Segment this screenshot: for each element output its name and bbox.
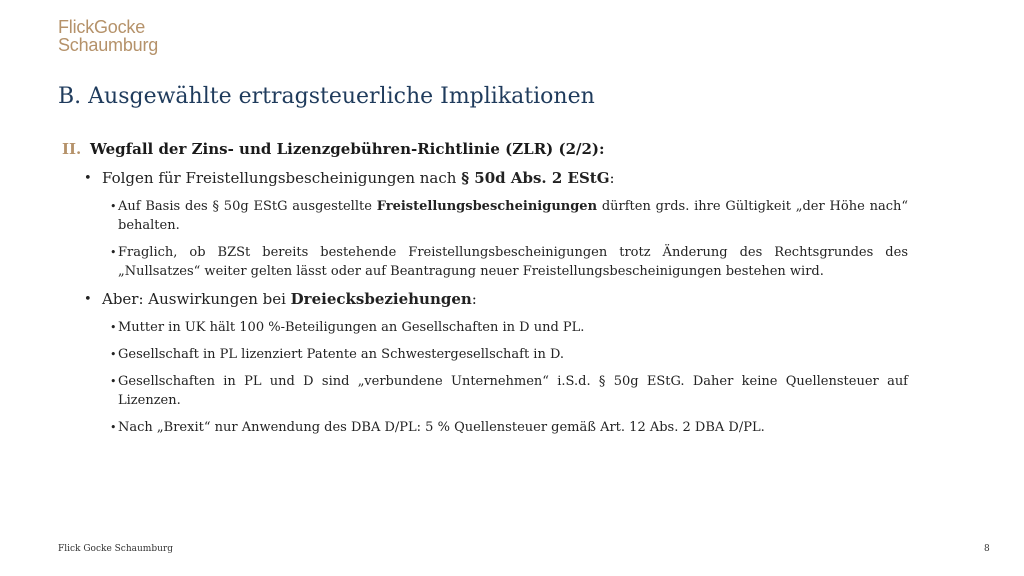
bullet-item (62, 289, 908, 310)
page-number: 8 (984, 544, 990, 554)
sub-bullet-text-suffix: dürften grds. ihre Gültigkeit „der Höhe nach“ behalten. (118, 199, 908, 233)
sub-bullet-item (62, 345, 908, 364)
logo-line-2: Schaumburg (58, 35, 159, 55)
bullet-icon: • (110, 200, 117, 213)
sub-bullet-text: Nach „Brexit“ nur Anwendung des DBA D/PL: 5 % Quellensteuer gemäß Art. 12 Abs. 2 DBA D/PL. (118, 420, 765, 435)
sub-bullet-item (62, 372, 908, 410)
bullet-text: Folgen für Freistellungsbescheinigungen nach (102, 169, 462, 187)
sub-bullet-item (62, 318, 908, 337)
logo-line-1: FlickGocke (58, 17, 146, 37)
sub-bullet-item (62, 418, 908, 437)
slide-content (62, 140, 908, 445)
bullet-item (62, 168, 908, 189)
bullet-icon: • (110, 375, 117, 388)
section-number: II. (62, 140, 82, 158)
sub-bullet-text: Gesellschaften in PL und D sind „verbundene Unternehmen“ i.S.d. § 50g EStG. Daher keine Quellensteuer auf Lizenzen. (118, 374, 908, 408)
slide-title: B. Ausgewählte ertragsteuerliche Implikationen (58, 84, 595, 109)
sub-bullet-item (62, 197, 908, 235)
company-logo (58, 18, 158, 54)
sub-bullet-text: Auf Basis des § 50g EStG ausgestellte (118, 199, 377, 214)
bullet-icon: • (84, 292, 92, 307)
bullet-icon: • (84, 171, 92, 186)
bullet-icon: • (110, 421, 117, 434)
sub-bullet-bold-text: Freistellungsbescheinigungen (376, 199, 598, 214)
sub-bullet-text: Fraglich, ob BZSt bereits bestehende Freistellungsbescheinigungen trotz Änderung des Rechtsgrundes des „Nullsatzes“ weiter gelten lässt oder auf Beantragung neuer Freistellungsbescheinigungen bestehen wird. (118, 245, 908, 279)
footer-company: Flick Gocke Schaumburg (58, 544, 173, 554)
bullet-icon: • (110, 348, 117, 361)
bullet-bold-text: § 50d Abs. 2 EStG (461, 169, 610, 187)
bullet-bold-text: Dreiecksbeziehungen (290, 290, 472, 308)
bullet-text: Aber: Auswirkungen bei (102, 290, 291, 308)
sub-bullet-item (62, 243, 908, 281)
section-heading (62, 140, 908, 158)
sub-bullet-text: Mutter in UK hält 100 %-Beteiligungen an Gesellschaften in D und PL. (118, 320, 585, 335)
sub-bullet-text: Gesellschaft in PL lizenziert Patente an Schwestergesellschaft in D. (118, 347, 565, 362)
bullet-icon: • (110, 321, 117, 334)
bullet-icon: • (110, 246, 117, 259)
bullet-text-suffix: : (471, 290, 477, 308)
section-heading-text: Wegfall der Zins- und Lizenzgebühren-Richtlinie (ZLR) (2/2): (90, 140, 605, 158)
bullet-text-suffix: : (609, 169, 615, 187)
